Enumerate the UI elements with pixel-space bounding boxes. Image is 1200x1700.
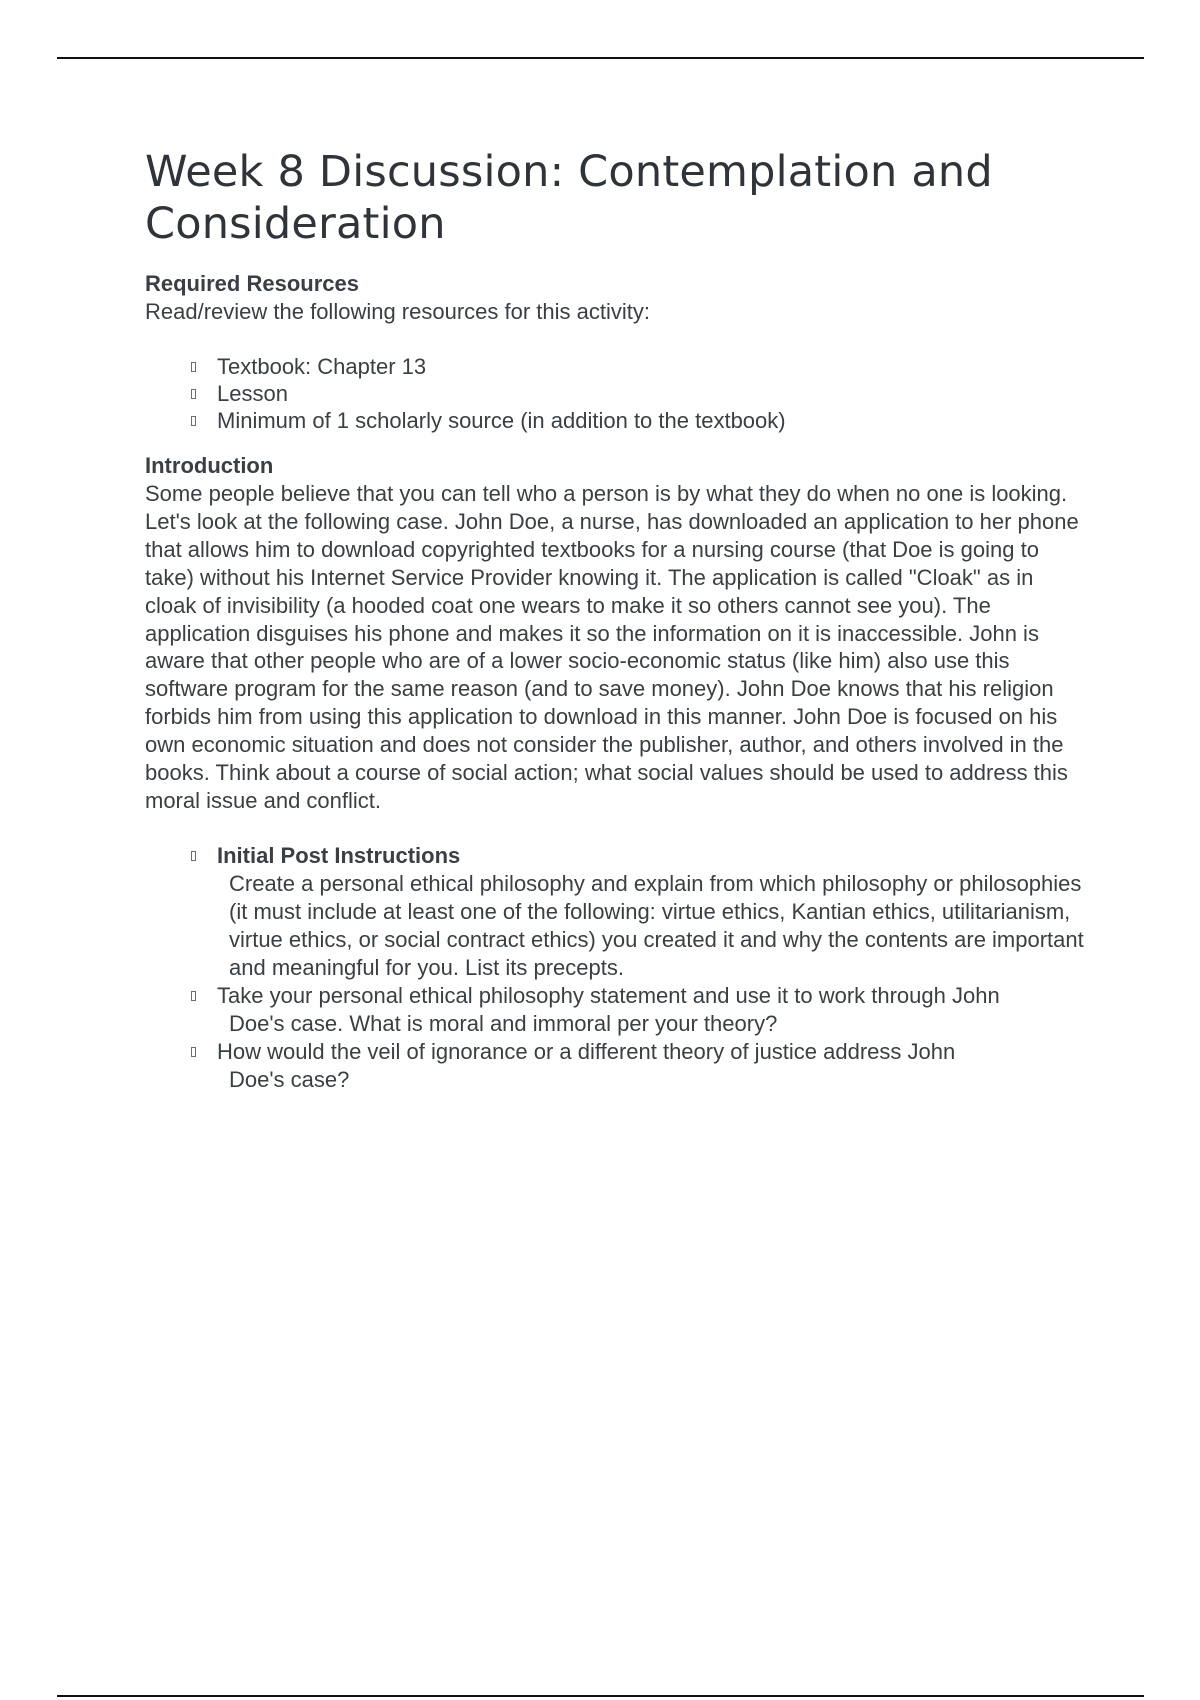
list-item xyxy=(191,1038,1090,1094)
resources-list xyxy=(191,353,1090,434)
bullet-icon xyxy=(191,389,196,399)
bullet-icon xyxy=(191,362,196,372)
list-item xyxy=(191,380,1090,407)
required-resources-heading: Required Resources xyxy=(145,271,359,296)
bullet-icon xyxy=(191,416,196,426)
bullet-icon xyxy=(191,1047,196,1057)
task-2-line-1: Take your personal ethical philosophy statement and use it to work through John xyxy=(217,982,1000,1008)
top-rule xyxy=(57,57,1144,59)
bullet-icon xyxy=(191,851,196,861)
task-3-line-2: Doe's case? xyxy=(229,1066,350,1092)
bullet-icon xyxy=(191,991,196,1001)
resource-lesson: Lesson xyxy=(217,381,288,406)
list-item xyxy=(191,353,1090,380)
initial-post-body: Create a personal ethical philosophy and explain from which philosophy or philosophies (it must include at least one of the following: virtue ethics, Kantian ethics, utilitarianism, virtue ethics, or social contract ethics) you created it and why the contents are important and meaningful for you. List its precepts. xyxy=(229,870,1084,980)
list-item xyxy=(191,407,1090,434)
instructions-list xyxy=(191,842,1090,1094)
task-3-line-1: How would the veil of ignorance or a different theory of justice address John xyxy=(217,1038,956,1064)
list-item xyxy=(191,842,1090,982)
introduction-heading: Introduction xyxy=(145,453,274,478)
resource-textbook: Textbook: Chapter 13 xyxy=(217,354,427,379)
required-resources-lead: Read/review the following resources for this activity: xyxy=(145,299,650,324)
page-title: Week 8 Discussion: Contemplation and Consideration xyxy=(145,147,993,249)
task-2-line-2: Doe's case. What is moral and immoral per your theory? xyxy=(229,1010,778,1036)
bottom-rule xyxy=(57,1695,1144,1697)
document-body xyxy=(145,146,1090,1094)
initial-post-heading: Initial Post Instructions xyxy=(217,842,461,868)
introduction-text: Some people believe that you can tell who a person is by what they do when no one is looking. Let's look at the following case. John Doe, a nurse, has downloaded an application to her phone that allows him to download copyrighted textbooks for a nursing course (that Doe is going to take) without his Internet Service Provider knowing it. The application is called "Cloak" as in cloak of invisibility (a hooded coat one wears to make it so others cannot see you). The application disguises his phone and makes it so the information on it is inaccessible. John is aware that other people who are of a lower socio-economic status (like him) also use this software program for the same reason (and to save money). John Doe knows that his religion forbids him from using this application to download in this manner. John Doe is focused on his own economic situation and does not consider the publisher, author, and others involved in the books. Think about a course of social action; what social values should be used to address this moral issue and conflict. xyxy=(145,481,1079,813)
list-item xyxy=(191,982,1090,1038)
resource-scholarly-source: Minimum of 1 scholarly source (in addition to the textbook) xyxy=(217,408,786,433)
